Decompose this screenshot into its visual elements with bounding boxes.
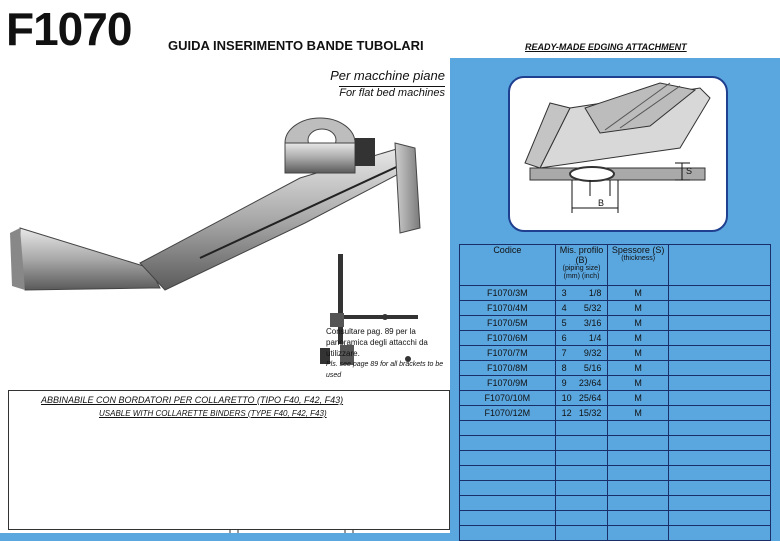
table-row [460,361,771,376]
cell-empty [608,481,668,496]
cell-inch: 1/4 [588,333,602,343]
consult-note-italian: Consultare pag. 89 per la panoramica degli attacchi da utilizzare. [326,327,428,358]
table-row-empty [460,511,771,526]
cell-s: M [608,286,668,301]
table-row [460,301,771,316]
table-row-empty [460,466,771,481]
cell-empty [668,391,770,406]
cell-mm: 6 [561,333,567,343]
cell-b [555,316,608,331]
cell-b [555,391,608,406]
cell-s: M [608,361,668,376]
cell-empty [460,496,556,511]
cell-empty [668,511,770,526]
table-row-empty [460,436,771,451]
cell-empty [668,421,770,436]
cell-mm: 5 [561,318,567,328]
table-row [460,391,771,406]
cell-b [555,361,608,376]
table-row [460,376,771,391]
cell-empty [668,451,770,466]
cell-s: M [608,316,668,331]
cell-mm: 4 [561,303,567,313]
cell-empty [608,451,668,466]
cell-empty [668,466,770,481]
cell-s: M [608,331,668,346]
edging-diagram [508,76,728,232]
header [0,0,780,58]
table-row [460,406,771,421]
title-italian: GUIDA INSERIMENTO BANDE TUBOLARI [168,38,424,53]
cell-inch: 5/32 [583,303,602,313]
cell-inch: 3/16 [583,318,602,328]
cell-code: F1070/7M [460,346,556,361]
cell-empty [460,511,556,526]
diagram-label-s: S [686,166,693,176]
cell-empty [555,526,608,541]
cell-empty [460,451,556,466]
header-code: Codice [460,245,556,286]
diagram-label-b: B [598,198,605,208]
cell-code: F1070/5M [460,316,556,331]
compatible-title-italian: ABBINABILE CON BORDATORI PER COLLARETTO (TIPO F40, F42, F43) [41,395,344,405]
cell-mm: 8 [561,363,567,373]
cell-empty [555,466,608,481]
cell-empty [668,496,770,511]
cell-empty [460,466,556,481]
cell-empty [555,481,608,496]
cell-mm: 12 [561,408,572,418]
spec-table-header-row [460,245,771,286]
cell-empty [668,436,770,451]
header-s-sub: (thickness) [621,255,656,262]
cell-s: M [608,301,668,316]
header-b-inch: (inch) [581,273,600,280]
machine-note-italian: Per macchine piane [330,68,445,83]
cell-s: M [608,376,668,391]
header-empty [668,245,770,286]
compatible-title-english: USABLE WITH COLLARETTE BINDERS (TYPE F40, F42, F43) [99,409,327,418]
cell-inch: 15/32 [578,408,602,418]
table-row-empty [460,526,771,541]
cell-empty [555,436,608,451]
machine-type-note [300,68,445,101]
cell-code: F1070/4M [460,301,556,316]
cell-empty [555,511,608,526]
cell-empty [460,526,556,541]
cell-inch: 9/32 [583,348,602,358]
cell-empty [668,331,770,346]
cell-empty [608,421,668,436]
cell-empty [668,376,770,391]
header-b-mm: (mm) [563,273,580,280]
cell-empty [608,436,668,451]
cell-b [555,376,608,391]
cell-empty [668,346,770,361]
cell-empty [460,436,556,451]
cell-b [555,331,608,346]
cell-inch: 1/8 [588,288,602,298]
title-english: READY-MADE EDGING ATTACHMENT [525,42,687,52]
cell-empty [668,481,770,496]
header-s: Spessore (S) (thickness) [608,245,668,286]
cell-empty [555,421,608,436]
cell-code: F1070/3M [460,286,556,301]
cell-empty [668,316,770,331]
cell-empty [668,526,770,541]
cell-b [555,346,608,361]
cell-empty [460,481,556,496]
table-row [460,316,771,331]
cell-mm: 9 [561,378,567,388]
table-row-empty [460,496,771,511]
table-row-empty [460,421,771,436]
cell-inch: 5/16 [583,363,602,373]
consult-note [326,326,451,381]
cell-empty [608,526,668,541]
cell-empty [555,451,608,466]
spec-table [459,244,771,541]
product-code: F1070 [6,3,132,55]
compatible-binders-box [8,390,450,530]
cell-empty [668,301,770,316]
cell-b [555,406,608,421]
table-row [460,331,771,346]
cell-empty [668,406,770,421]
cell-empty [608,511,668,526]
cell-code: F1070/10M [460,391,556,406]
table-row [460,346,771,361]
cell-code: F1070/6M [460,331,556,346]
cell-inch: 23/64 [578,378,602,388]
cell-empty [460,421,556,436]
edging-diagram-drawing [510,78,726,230]
table-row-empty [460,451,771,466]
cell-b [555,301,608,316]
machine-note-english: For flat bed machines [339,87,445,99]
cell-code: F1070/9M [460,376,556,391]
cell-empty [608,496,668,511]
cell-mm: 7 [561,348,567,358]
header-b-sub: (piping size) [562,265,601,272]
cell-s: M [608,346,668,361]
cell-code: F1070/12M [460,406,556,421]
table-row [460,286,771,301]
cell-mm: 3 [561,288,567,298]
header-b: Mis. profilo (B) (piping size) (mm) (inch) [555,245,608,286]
table-row-empty [460,481,771,496]
cell-empty [608,466,668,481]
cell-s: M [608,391,668,406]
cell-code: F1070/8M [460,361,556,376]
cell-mm: 10 [561,393,572,403]
cell-b [555,286,608,301]
cell-s: M [608,406,668,421]
cell-empty [668,286,770,301]
consult-note-english: Pls. see page 89 for all brackets to be used [326,361,444,379]
cell-inch: 25/64 [578,393,602,403]
cell-empty [555,496,608,511]
cell-empty [668,361,770,376]
